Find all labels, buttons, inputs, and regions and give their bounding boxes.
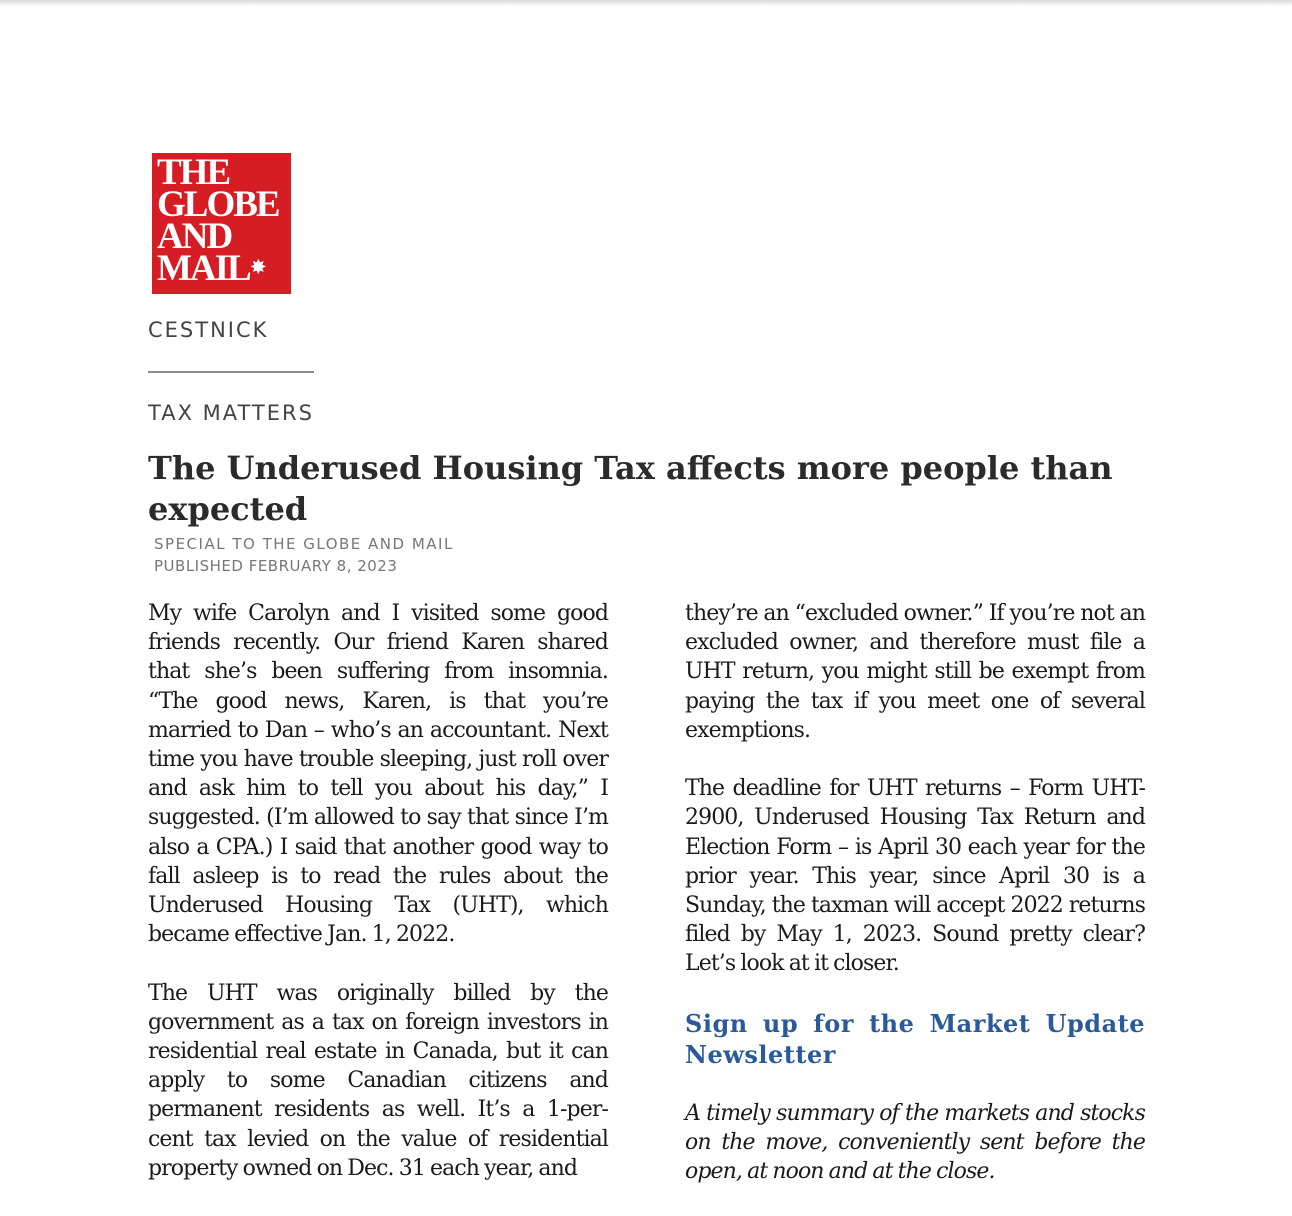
divider xyxy=(148,371,314,373)
article-paragraph: The deadline for UHT returns – Form UHT-2900, Underused Housing Tax Return and Election Form – is April 30 each year for the prior year. This year, since April 30 is a Sunday, the taxman will accept 2022 returns filed by May 1, 2023. Sound pretty clear? Let’s look at it closer. xyxy=(685,776,1145,977)
article-paragraph: My wife Carolyn and I visited some good friends recently. Our friend Karen shared that she’s been suffering from insomnia. “The good news, Karen, is that you’re married to Dan – who’s an accountant. Next time you have trouble sleeping, just roll over and ask him to tell you about his day,” I suggested. (I’m allowed to say that since I’m also a CPA.) I said that another good way to fall asleep is to read the rules about the Underused Housing Tax (UHT), which became effective Jan. 1, 2022. xyxy=(148,601,608,948)
logo-line-2: GLOBE xyxy=(157,184,279,225)
byline: SPECIAL TO THE GLOBE AND MAIL xyxy=(154,535,454,553)
top-shadow xyxy=(0,0,1292,6)
section-label: TAX MATTERS xyxy=(148,401,314,425)
globe-and-mail-logo[interactable] xyxy=(152,153,291,294)
logo-line-4-text: MAIL xyxy=(157,248,250,289)
newsletter-description: A timely summary of the markets and stocks on the move, conveniently sent before the open, at noon and at the close. xyxy=(685,1100,1145,1185)
article-paragraph: The UHT was originally billed by the government as a tax on foreign investors in residential real estate in Canada, but it can apply to some Canadian citizens and permanent residents as well. It’s a 1-per-cent tax levied on the value of residential property owned on Dec. 31 each year, and xyxy=(148,980,608,1181)
logo-line-4 xyxy=(157,248,291,289)
logo-line-3: AND xyxy=(157,216,232,257)
author-name: CESTNICK xyxy=(148,318,269,342)
article-column-right xyxy=(685,599,1145,1216)
article-column-left xyxy=(148,599,608,1212)
page-title: The Underused Housing Tax affects more people than expected xyxy=(148,449,1113,528)
article-paragraph: they’re an “excluded owner.” If you’re not an excluded owner, and therefore must file a UHT return, you might still be exempt from paying the tax if you meet one of several exemptions. xyxy=(685,601,1145,743)
newsletter-signup-link[interactable]: Sign up for the Market Update Newsletter xyxy=(685,1008,1145,1069)
logo-line-1: THE xyxy=(157,152,230,193)
maple-leaf-icon: ✸ xyxy=(250,257,266,277)
published-date: PUBLISHED FEBRUARY 8, 2023 xyxy=(154,557,398,575)
